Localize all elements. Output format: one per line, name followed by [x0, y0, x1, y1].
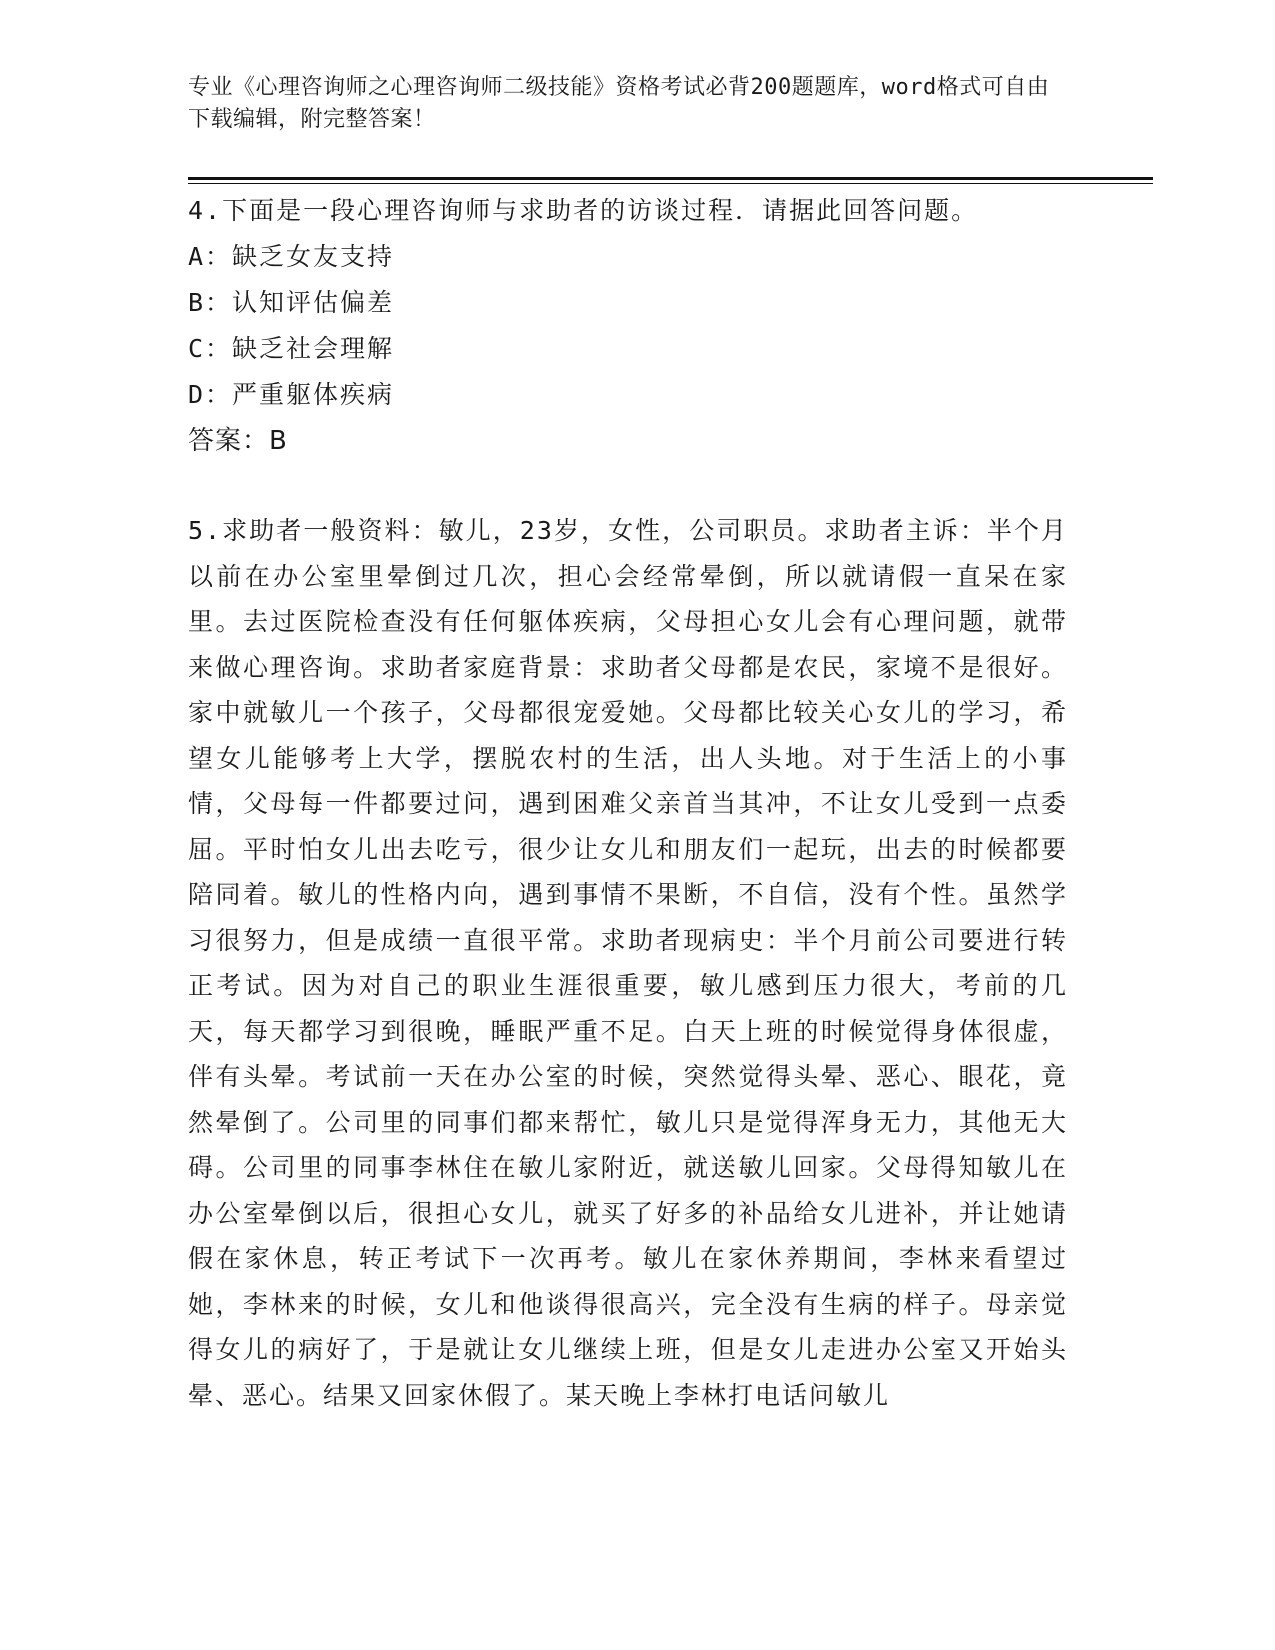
- question-4-stem: 4.下面是一段心理咨询师与求助者的访谈过程．请据此回答问题。: [188, 196, 979, 225]
- question-5-text: 5.求助者一般资料：敏儿，23岁，女性，公司职员。求助者主诉：半个月以前在办公室里晕倒过几次，担心会经常晕倒，所以就请假一直呆在家里。去过医院检查没有任何躯体疾病，父母担心女儿会有心理问题，就带来做心理咨询。求助者家庭背景：求助者父母都是农民，家境不是很好。家中就敏儿一个孩子，父母都很宠爱她。父母都比较关心女儿的学习，希望女儿能够考上大学，摆脱农村的生活，出人头地。对于生活上的小事情，父母每一件都要过问，遇到困难父亲首当其冲，不让女儿受到一点委屈。平时怕女儿出去吃亏，很少让女儿和朋友们一起玩，出去的时候都要陪同着。敏儿的性格内向，遇到事情不果断，不自信，没有个性。虽然学习很努力，但是成绩一直很平常。求助者现病史：半个月前公司要进行转正考试。因为对自己的职业生涯很重要，敏儿感到压力很大，考前的几天，每天都学习到很晚，睡眠严重不足。白天上班的时候觉得身体很虚，伴有头晕。考试前一天在办公室的时候，突然觉得头晕、恶心、眼花，竟然晕倒了。公司里的同事们都来帮忙，敏儿只是觉得浑身无力，其他无大碍。公司里的同事李林住在敏儿家附近，就送敏儿回家。父母得知敏儿在办公室晕倒以后，很担心女儿，就买了好多的补品给女儿进补，并让她请假在家休息，转正考试下一次再考。敏儿在家休养期间，李林来看望过她，李林来的时候，女儿和他谈得很高兴，完全没有生病的样子。母亲觉得女儿的病好了，于是就让女儿继续上班，但是女儿走进办公室又开始头晕、恶心。结果又回家休假了。某天晚上李林打电话问敏儿: [188, 516, 1068, 1410]
- document-header: 专业《心理咨询师之心理咨询师二级技能》资格考试必背200题题库，word格式可自由下载编辑，附完整答案！: [188, 75, 1050, 132]
- question-4-answer: 答案：B: [188, 426, 288, 456]
- header-rule-thin: [188, 183, 1153, 184]
- option-b: B：认知评估偏差: [188, 288, 395, 317]
- question-5: [188, 508, 1068, 1418]
- header-rule-thick: [188, 177, 1153, 180]
- option-d: D：严重躯体疾病: [188, 380, 395, 409]
- option-c: C：缺乏社会理解: [188, 334, 395, 363]
- option-a: A：缺乏女友支持: [188, 242, 395, 271]
- question-4: [188, 188, 1068, 464]
